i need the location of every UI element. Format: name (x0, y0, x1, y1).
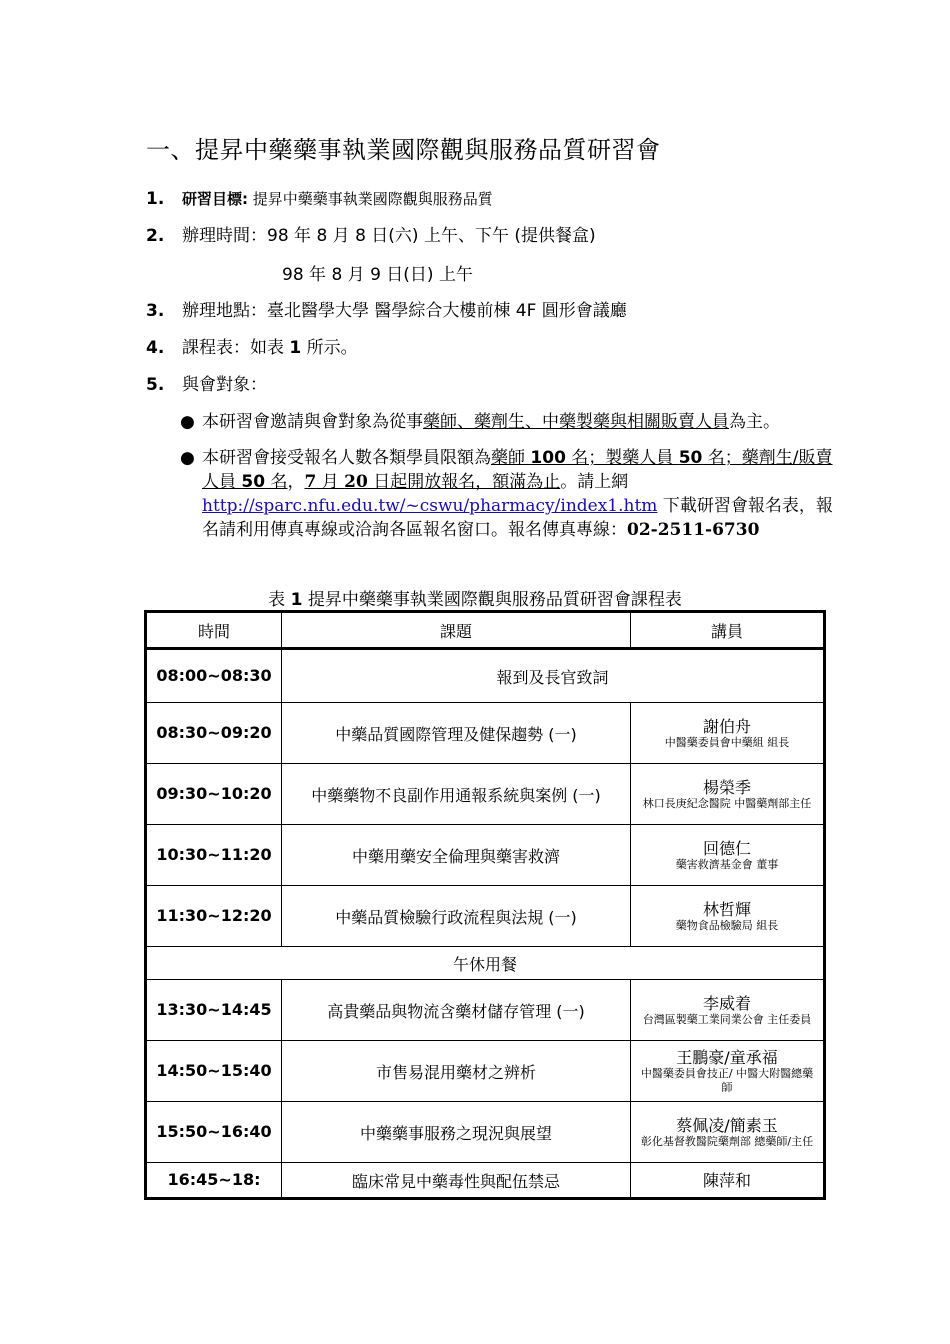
instructor-name: 楊榮季 (702, 777, 751, 797)
instructor-role: 彰化基督教醫院藥劑部 總藥師/主任 (640, 1134, 814, 1148)
item-text: 所示。 (301, 338, 358, 358)
session-topic: 市售易混用藥材之辨析 (282, 1041, 631, 1102)
session-time: 13:30~14:45 (146, 980, 282, 1041)
table-row (146, 825, 825, 886)
session-instructor (631, 1163, 825, 1199)
instructor-name: 蔡佩凌/簡素玉 (676, 1115, 778, 1135)
session-instructor (631, 1102, 825, 1163)
item-number: 2. (146, 226, 165, 246)
instructor-name: 林哲輝 (702, 899, 751, 919)
session-instructor (631, 980, 825, 1041)
time-continuation: 98 年 8 月 9 日(日) 上午 (282, 265, 473, 285)
column-header-instructor: 講員 (631, 612, 825, 649)
list-item-schedule (146, 335, 846, 372)
list-item-objective (146, 186, 846, 223)
instructor-name: 回德仁 (702, 838, 751, 858)
item-text: 辦理地點：臺北醫學大學 醫學綜合大樓前棟 4F 圓形會議廳 (182, 301, 627, 321)
session-time: 10:30~11:20 (146, 825, 282, 886)
item-number: 4. (146, 338, 165, 358)
instructor-name: 謝伯舟 (702, 716, 751, 736)
item-text: 辦理時間：98 年 8 月 8 日(六) 上午、下午 (提供餐盒) (182, 226, 596, 246)
table-caption: 表 1 提昇中藥藥事執業國際觀與服務品質研習會課程表 (268, 590, 682, 610)
instructor-role: 中醫藥委員會中藥組 組長 (664, 735, 790, 749)
instructor-name: 王鵬豪/童承福 (676, 1047, 778, 1067)
fax-number: 02-2511-6730 (627, 520, 760, 540)
session-topic: 高貴藥品與物流含藥材儲存管理 (一) (282, 980, 631, 1041)
list-item-venue (146, 298, 846, 335)
session-topic: 中藥用藥安全倫理與藥害救濟 (282, 825, 631, 886)
item-label: 研習目標: (182, 190, 248, 208)
info-list (146, 186, 846, 409)
table-row (146, 764, 825, 825)
table-row (146, 886, 825, 947)
table-row-lunch (146, 947, 825, 980)
page-title: 一、提昇中藥藥事執業國際觀與服務品質研習會 (146, 136, 661, 164)
table-row (146, 703, 825, 764)
audience-bullets (180, 410, 860, 554)
session-instructor (631, 886, 825, 947)
table-ref-number: 1 (289, 338, 302, 358)
column-header-topic: 課題 (282, 612, 631, 649)
instructor-role: 中醫藥委員會技正/ 中醫大附醫總藥師 (640, 1066, 814, 1094)
item-number: 1. (146, 189, 165, 209)
session-topic: 中藥品質國際管理及健保趨勢 (一) (282, 703, 631, 764)
session-instructor (631, 764, 825, 825)
bullet-item: ● 本研習會邀請與會對象為從事藥師、藥劑生、中藥製藥與相關販賣人員為主。 (180, 412, 780, 432)
session-topic: 臨床常見中藥毒性與配伍禁忌 (282, 1163, 631, 1199)
instructor-name: 陳萍和 (702, 1170, 751, 1190)
session-time: 14:50~15:40 (146, 1041, 282, 1102)
instructor-role: 台灣區製藥工業同業公會 主任委員 (642, 1012, 812, 1026)
session-topic: 中藥藥物不良副作用通報系統與案例 (一) (282, 764, 631, 825)
schedule-table (144, 610, 826, 1200)
table-row (146, 1102, 825, 1163)
table-header-row (146, 612, 825, 649)
table-row (146, 1041, 825, 1102)
session-instructor (631, 825, 825, 886)
session-topic: 報到及長官致詞 (282, 649, 825, 703)
bullet-item: ● 本研習會接受報名人數各類學員限額為藥師 100 名；製藥人員 50 名；藥劑生/販賣人員 50 名，7 月 20 日起開放報名，額滿為止。請上網 http://sparc.nfu.edu.tw/~cswu/pharmacy/index1.htm 下載研習會報名表，報名請利用傳真專線或洽詢各區報名窗口。報名傳真專線：02-2511-6730 (180, 448, 833, 540)
item-number: 5. (146, 375, 165, 395)
column-header-time: 時間 (146, 612, 282, 649)
session-topic: 中藥藥事服務之現況與展望 (282, 1102, 631, 1163)
list-item-spacer (146, 260, 846, 298)
registration-form-link[interactable]: http://sparc.nfu.edu.tw/~cswu/pharmacy/index1.htm (202, 496, 658, 516)
instructor-role: 藥害救濟基金會 董事 (675, 857, 779, 871)
item-text: 與會對象： (182, 375, 267, 395)
bullet-dot-icon: ● (180, 448, 195, 468)
session-time: 11:30~12:20 (146, 886, 282, 947)
instructor-name: 李威着 (702, 993, 751, 1013)
lunch-break: 午休用餐 (146, 947, 825, 980)
table-row (146, 980, 825, 1041)
bullet-dot-icon: ● (180, 412, 195, 432)
list-item-time (146, 223, 846, 260)
session-instructor (631, 1041, 825, 1102)
session-time: 15:50~16:40 (146, 1102, 282, 1163)
item-text: 提昇中藥藥事執業國際觀與服務品質 (248, 190, 493, 208)
table-row (146, 1163, 825, 1199)
item-number: 3. (146, 301, 165, 321)
item-text: 課程表：如表 (182, 338, 290, 358)
session-time: 08:00~08:30 (146, 649, 282, 703)
session-instructor (631, 703, 825, 764)
table-row (146, 649, 825, 703)
instructor-role: 藥物食品檢驗局 組長 (675, 918, 779, 932)
session-topic: 中藥品質檢驗行政流程與法規 (一) (282, 886, 631, 947)
list-item-audience (146, 372, 846, 409)
instructor-role: 林口長庚紀念醫院 中醫藥劑部主任 (642, 796, 812, 810)
session-time: 09:30~10:20 (146, 764, 282, 825)
session-time: 08:30~09:20 (146, 703, 282, 764)
session-time: 16:45~18: (146, 1163, 282, 1199)
